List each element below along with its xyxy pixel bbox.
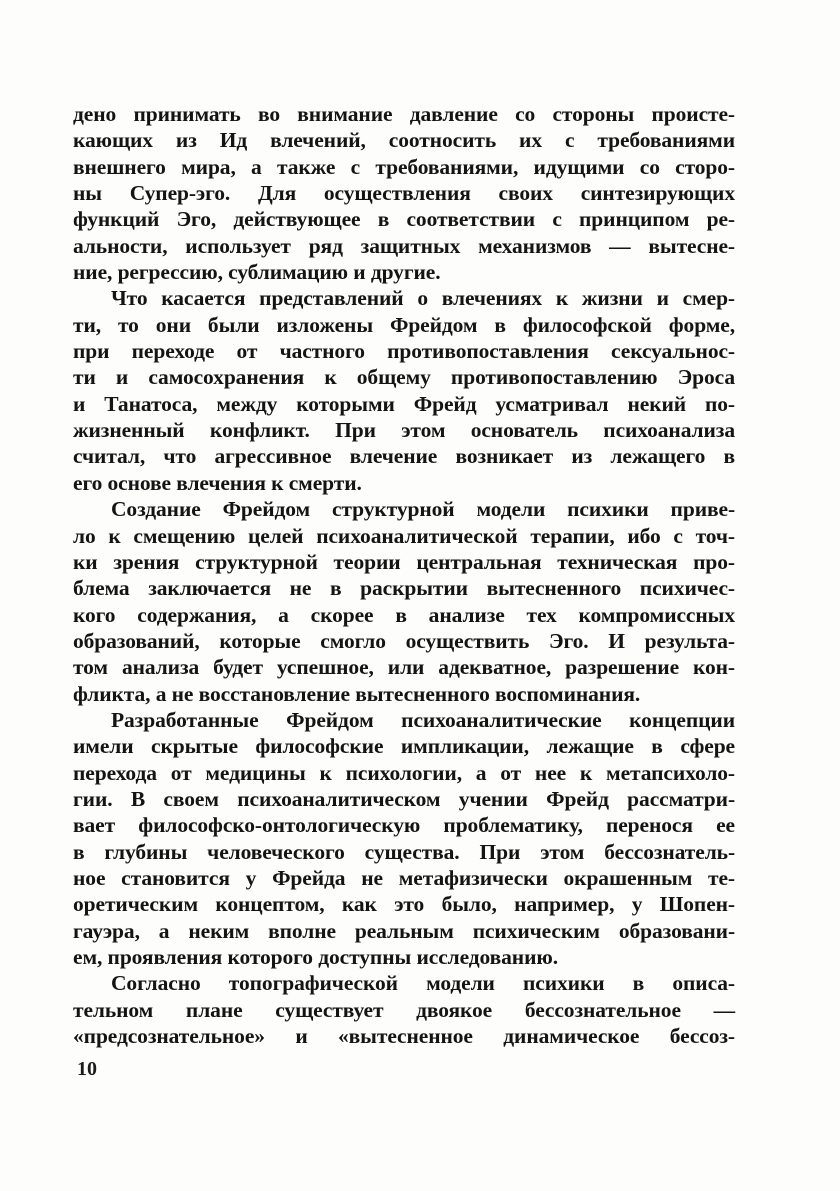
text-line: Что касается представлений о влечениях к жизни и смер- <box>111 286 735 311</box>
text-line: при переходе от частного противопоставления сексуальнос- <box>73 339 735 364</box>
text-line: гии. В своем психоаналитическом учении Фрейд рассматри- <box>73 786 735 811</box>
text-line: внешнего мира, а также с требованиями, идущими со сторо- <box>73 154 735 179</box>
paragraph <box>73 101 735 285</box>
text-line: ти и самосохранения к общему противопоставлению Эроса <box>73 365 735 390</box>
text-line: кого содержания, а скорее в анализе тех компромиссных <box>73 602 735 627</box>
text-line: перехода от медицины к психологии, а от нее к метапсихоло- <box>73 760 735 785</box>
text-line: в глубины человеческого существа. При этом бессознатель- <box>73 839 735 864</box>
text-line: Разработанные Фрейдом психоаналитические концепции <box>111 707 735 732</box>
text-line: «предсознательное» и «вытесненное динамическое бессоз- <box>73 1024 735 1049</box>
text-line: фликта, а не восстановление вытесненного воспоминания. <box>73 681 641 706</box>
text-line: ло к смещению целей психоаналитической терапии, ибо с точ- <box>73 523 735 548</box>
text-line: ние, регрессию, сублимацию и другие. <box>73 260 441 285</box>
text-line: ти, то они были изложены Фрейдом в философской форме, <box>73 312 735 337</box>
text-line: блема заключается не в раскрытии вытесненного психичес- <box>73 576 735 601</box>
text-line: тельном плане существует двоякое бессознательное — <box>73 997 735 1022</box>
text-line: жизненный конфликт. При этом основатель психоанализа <box>73 418 735 443</box>
text-line: и Танатоса, между которыми Фрейд усматривал некий по- <box>73 391 735 416</box>
text-line: альности, использует ряд защитных механизмов — вытесне- <box>73 233 735 258</box>
paragraph <box>73 285 735 496</box>
paragraph <box>73 970 735 1049</box>
body-text <box>73 101 735 1049</box>
text-line: ем, проявления которого доступны исследованию. <box>73 945 558 969</box>
text-line: оретическим концептом, как это было, например, у Шопен- <box>73 892 735 917</box>
paragraph <box>73 707 735 970</box>
text-line: его основе влечения к смерти. <box>73 470 362 495</box>
text-line: Создание Фрейдом структурной модели психики приве- <box>111 497 735 522</box>
text-line: имели скрытые философские импликации, лежащие в сфере <box>73 734 735 759</box>
text-line: том анализа будет успешное, или адекватное, разрешение кон- <box>73 655 735 680</box>
paragraph <box>73 496 735 707</box>
text-line: ны Супер-эго. Для осуществления своих синтезирующих <box>73 181 735 206</box>
page-number: 10 <box>77 1058 97 1080</box>
text-line: считал, что агрессивное влечение возникает из лежащего в <box>73 444 735 469</box>
text-line: образований, которые смогло осуществить Эго. И результа- <box>73 628 735 653</box>
text-line: ки зрения структурной теории центральная техническая про- <box>73 549 735 574</box>
text-line: кающих из Ид влечений, соотносить их с требованиями <box>73 128 735 153</box>
text-line: вает философско-онтологическую проблематику, перенося ее <box>73 813 735 838</box>
text-line: дено принимать во внимание давление со стороны происте- <box>73 102 735 126</box>
text-line: ное становится у Фрейда не метафизически окрашенным те- <box>73 865 735 890</box>
text-line: функций Эго, действующее в соответствии с принципом ре- <box>73 207 735 232</box>
text-line: Согласно топографической модели психики в описа- <box>111 971 735 996</box>
text-line: гауэра, а неким вполне реальным психическим образовани- <box>73 918 735 943</box>
